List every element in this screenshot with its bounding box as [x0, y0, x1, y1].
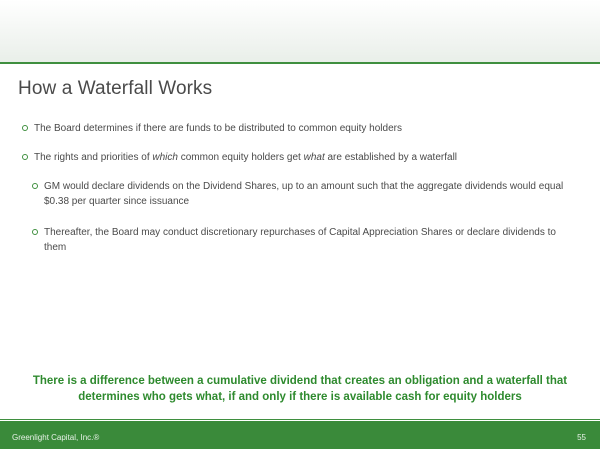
bullet-text: The rights and priorities of which common equity holders get what are established by a waterfall [34, 152, 458, 163]
bullet-circle-icon [32, 183, 38, 189]
bullet-item [22, 150, 582, 165]
page-number: 55 [577, 433, 586, 442]
sub-bullet-item [32, 225, 572, 255]
slide-title: How a Waterfall Works [18, 78, 213, 99]
sub-bullet-text: GM would declare dividends on the Dividend Shares, up to an amount such that the aggregate dividends would equal $0.38 per quarter since issuance [44, 181, 564, 207]
bullet-circle-icon [32, 229, 38, 235]
bullet-circle-icon [22, 154, 28, 160]
footer-divider [0, 419, 600, 420]
header-band [0, 0, 600, 62]
title-divider [0, 62, 600, 64]
footer-company: Greenlight Capital, Inc.® [12, 433, 100, 442]
bullet-item [22, 121, 582, 136]
sub-bullet-item [32, 179, 572, 209]
bullet-circle-icon [22, 125, 28, 131]
callout-statement: There is a difference between a cumulative dividend that creates an obligation and a waterfall that determines who gets what, if and only if there is available cash for equity holders [32, 375, 568, 403]
bullet-text: The Board determines if there are funds to be distributed to common equity holders [34, 123, 402, 134]
sub-bullet-text: Thereafter, the Board may conduct discretionary repurchases of Capital Appreciation Shares or declare dividends to them [44, 227, 556, 253]
